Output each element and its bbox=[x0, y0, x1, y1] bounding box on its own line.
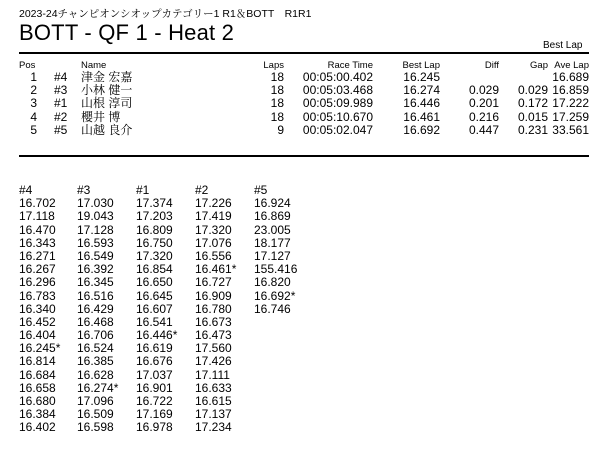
result-best-lap: 16.692 bbox=[403, 122, 440, 137]
lap-time: 16.541 bbox=[136, 314, 173, 329]
result-ave-lap: 16.859 bbox=[552, 83, 589, 98]
col-ave-lap-header: Ave Lap bbox=[554, 60, 589, 71]
lap-time: 16.722 bbox=[136, 394, 173, 408]
lap-time: 155.416 bbox=[254, 262, 298, 277]
lap-column bbox=[77, 184, 137, 435]
lap-time: 16.509 bbox=[77, 407, 114, 422]
result-race-time: 00:05:00.402 bbox=[302, 70, 373, 84]
result-gap: 0.015 bbox=[517, 109, 548, 124]
lap-time: 16.598 bbox=[77, 420, 114, 435]
lap-time: 16.340 bbox=[19, 301, 56, 316]
result-laps: 18 bbox=[270, 70, 284, 84]
lap-time: 17.560 bbox=[195, 341, 232, 356]
lap-time: 16.854 bbox=[136, 262, 173, 277]
lap-column-header: #3 bbox=[77, 184, 91, 197]
lap-time: 16.633 bbox=[195, 380, 232, 395]
lap-time: 16.676 bbox=[136, 354, 173, 369]
lap-time: 16.516 bbox=[77, 288, 114, 303]
result-diff: 0.029 bbox=[468, 83, 499, 98]
lap-time: 17.226 bbox=[195, 196, 232, 211]
lap-time: 16.402 bbox=[19, 420, 56, 435]
lap-time: 17.096 bbox=[77, 394, 114, 408]
col-name-header: Name bbox=[81, 60, 107, 71]
lap-time: 16.924 bbox=[254, 196, 291, 211]
lap-time: 16.345 bbox=[77, 275, 114, 290]
lap-column-header: #1 bbox=[136, 184, 150, 197]
result-ave-lap: 33.561 bbox=[552, 122, 589, 137]
lap-time: 17.137 bbox=[195, 407, 232, 422]
lap-time: 16.809 bbox=[136, 222, 173, 237]
lap-time: 16.271 bbox=[19, 248, 56, 263]
result-row bbox=[19, 124, 589, 137]
lap-time: 16.384 bbox=[19, 407, 56, 422]
lap-time: 16.645 bbox=[136, 288, 173, 303]
lap-column bbox=[136, 184, 196, 435]
result-row bbox=[19, 111, 589, 124]
result-laps: 18 bbox=[270, 83, 284, 98]
result-race-time: 00:05:03.468 bbox=[302, 83, 373, 98]
result-pos: 4 bbox=[30, 109, 37, 124]
col-gap-header: Gap bbox=[530, 60, 548, 71]
lap-time: 16.814 bbox=[19, 354, 56, 369]
result-pos: 3 bbox=[30, 96, 37, 111]
result-diff: 0.201 bbox=[468, 96, 499, 111]
result-gap: 0.029 bbox=[517, 83, 548, 98]
lap-time: 16.746 bbox=[254, 301, 291, 316]
lap-column-header: #5 bbox=[254, 184, 268, 197]
lap-time: 19.043 bbox=[77, 209, 114, 224]
lap-time: 16.909 bbox=[195, 288, 232, 303]
col-race-time-header: Race Time bbox=[327, 60, 373, 71]
lap-time: 16.978 bbox=[136, 420, 173, 435]
result-name: 櫻井 博 bbox=[81, 109, 121, 124]
lap-time: 17.118 bbox=[19, 209, 55, 224]
lap-time: 17.419 bbox=[195, 209, 232, 224]
lap-time: 16.429 bbox=[77, 301, 114, 316]
lap-time: 16.343 bbox=[19, 235, 56, 250]
lap-time: 16.673 bbox=[195, 314, 232, 329]
lap-time: 16.549 bbox=[77, 248, 114, 263]
lap-time: 16.783 bbox=[19, 288, 56, 303]
results-table bbox=[19, 60, 589, 137]
event-name: 2023-24チャンピオンシオップカテゴリー1 R1＆BOTT R1R1 bbox=[19, 8, 312, 20]
lap-time: 16.524 bbox=[77, 341, 114, 356]
lap-time: 17.128 bbox=[77, 222, 114, 237]
lap-time: 16.727 bbox=[195, 275, 232, 290]
result-ave-lap: 16.689 bbox=[552, 70, 589, 84]
lap-time: 17.030 bbox=[77, 196, 114, 211]
lap-times-grid bbox=[19, 184, 339, 463]
lap-time: 16.473 bbox=[195, 328, 232, 343]
lap-column bbox=[195, 184, 255, 435]
result-pos: 5 bbox=[30, 122, 37, 137]
lap-time: 16.267 bbox=[19, 262, 56, 277]
col-pos-header: Pos bbox=[19, 60, 36, 71]
lap-time: 17.374 bbox=[136, 196, 173, 211]
result-no: #3 bbox=[54, 83, 68, 98]
result-name: 山根 淳司 bbox=[81, 96, 133, 111]
result-best-lap: 16.446 bbox=[403, 96, 440, 111]
col-laps-header: Laps bbox=[263, 60, 284, 71]
lap-time: 17.320 bbox=[136, 248, 173, 263]
lap-time: 17.111 bbox=[195, 367, 230, 382]
lap-time: 16.680 bbox=[19, 394, 56, 408]
result-race-time: 00:05:10.670 bbox=[302, 109, 373, 124]
lap-time: 16.274* bbox=[77, 380, 119, 395]
report-type-label: Best Lap bbox=[543, 40, 583, 51]
lap-column bbox=[254, 184, 314, 316]
result-row bbox=[19, 97, 589, 110]
lap-time: 16.392 bbox=[77, 262, 114, 277]
lap-time: 16.869 bbox=[254, 209, 291, 224]
lap-time: 16.702 bbox=[19, 196, 56, 211]
result-laps: 18 bbox=[270, 109, 284, 124]
result-race-time: 00:05:09.989 bbox=[302, 96, 373, 111]
result-no: #5 bbox=[54, 122, 68, 137]
lap-time: 18.177 bbox=[254, 235, 291, 250]
lap-time: 16.628 bbox=[77, 367, 114, 382]
lap-time: 16.296 bbox=[19, 275, 56, 290]
result-gap: 0.231 bbox=[517, 122, 548, 137]
lap-time: 16.750 bbox=[136, 235, 173, 250]
result-race-time: 00:05:02.047 bbox=[302, 122, 373, 137]
result-pos: 2 bbox=[30, 83, 37, 98]
page-title: BOTT - QF 1 - Heat 2 bbox=[19, 20, 235, 45]
lap-time: 16.820 bbox=[254, 275, 291, 290]
result-ave-lap: 17.222 bbox=[552, 96, 589, 111]
results-divider bbox=[19, 155, 589, 157]
lap-time: 16.593 bbox=[77, 235, 114, 250]
result-name: 山越 良介 bbox=[81, 122, 133, 137]
lap-column-header: #2 bbox=[195, 184, 209, 197]
lap-time: 16.706 bbox=[77, 328, 114, 343]
lap-time: 17.234 bbox=[195, 420, 232, 435]
lap-time: 16.470 bbox=[19, 222, 56, 237]
lap-time: 17.037 bbox=[136, 367, 173, 382]
result-diff: 0.216 bbox=[468, 109, 499, 124]
lap-time: 16.619 bbox=[136, 341, 173, 356]
result-no: #1 bbox=[54, 96, 68, 111]
lap-time: 16.684 bbox=[19, 367, 56, 382]
lap-time: 17.426 bbox=[195, 354, 232, 369]
lap-time: 16.245* bbox=[19, 341, 61, 356]
lap-time: 16.385 bbox=[77, 354, 114, 369]
lap-time: 16.780 bbox=[195, 301, 232, 316]
result-name: 津金 宏嘉 bbox=[81, 70, 133, 84]
lap-time: 17.169 bbox=[136, 407, 173, 422]
lap-time: 17.320 bbox=[195, 222, 232, 237]
lap-time: 16.650 bbox=[136, 275, 173, 290]
lap-column bbox=[19, 184, 79, 435]
header-divider bbox=[19, 52, 589, 54]
lap-time: 23.005 bbox=[254, 222, 291, 237]
result-gap: 0.172 bbox=[517, 96, 548, 111]
lap-time: 16.452 bbox=[19, 314, 56, 329]
lap-time: 16.615 bbox=[195, 394, 232, 408]
lap-time: 16.468 bbox=[77, 314, 114, 329]
result-laps: 18 bbox=[270, 96, 284, 111]
col-diff-header: Diff bbox=[484, 60, 499, 71]
result-pos: 1 bbox=[30, 70, 37, 84]
lap-time: 16.556 bbox=[195, 248, 232, 263]
lap-time: 16.607 bbox=[136, 301, 173, 316]
lap-time: 17.076 bbox=[195, 235, 232, 250]
result-best-lap: 16.245 bbox=[403, 70, 440, 84]
result-no: #2 bbox=[54, 109, 68, 124]
lap-time: 16.658 bbox=[19, 380, 56, 395]
result-best-lap: 16.461 bbox=[403, 109, 440, 124]
lap-time: 17.203 bbox=[136, 209, 173, 224]
lap-time: 16.901 bbox=[136, 380, 173, 395]
lap-column-header: #4 bbox=[19, 184, 33, 197]
col-best-lap-header: Best Lap bbox=[402, 60, 440, 71]
result-best-lap: 16.274 bbox=[403, 83, 440, 98]
result-name: 小林 健一 bbox=[81, 83, 133, 98]
lap-time: 16.446* bbox=[136, 328, 178, 343]
result-laps: 9 bbox=[277, 122, 284, 137]
result-diff: 0.447 bbox=[468, 122, 499, 137]
lap-time: 16.461* bbox=[195, 262, 237, 277]
result-no: #4 bbox=[54, 70, 68, 84]
lap-time: 17.127 bbox=[254, 248, 291, 263]
result-ave-lap: 17.259 bbox=[552, 109, 589, 124]
lap-time: 16.404 bbox=[19, 328, 56, 343]
lap-time: 16.692* bbox=[254, 288, 296, 303]
